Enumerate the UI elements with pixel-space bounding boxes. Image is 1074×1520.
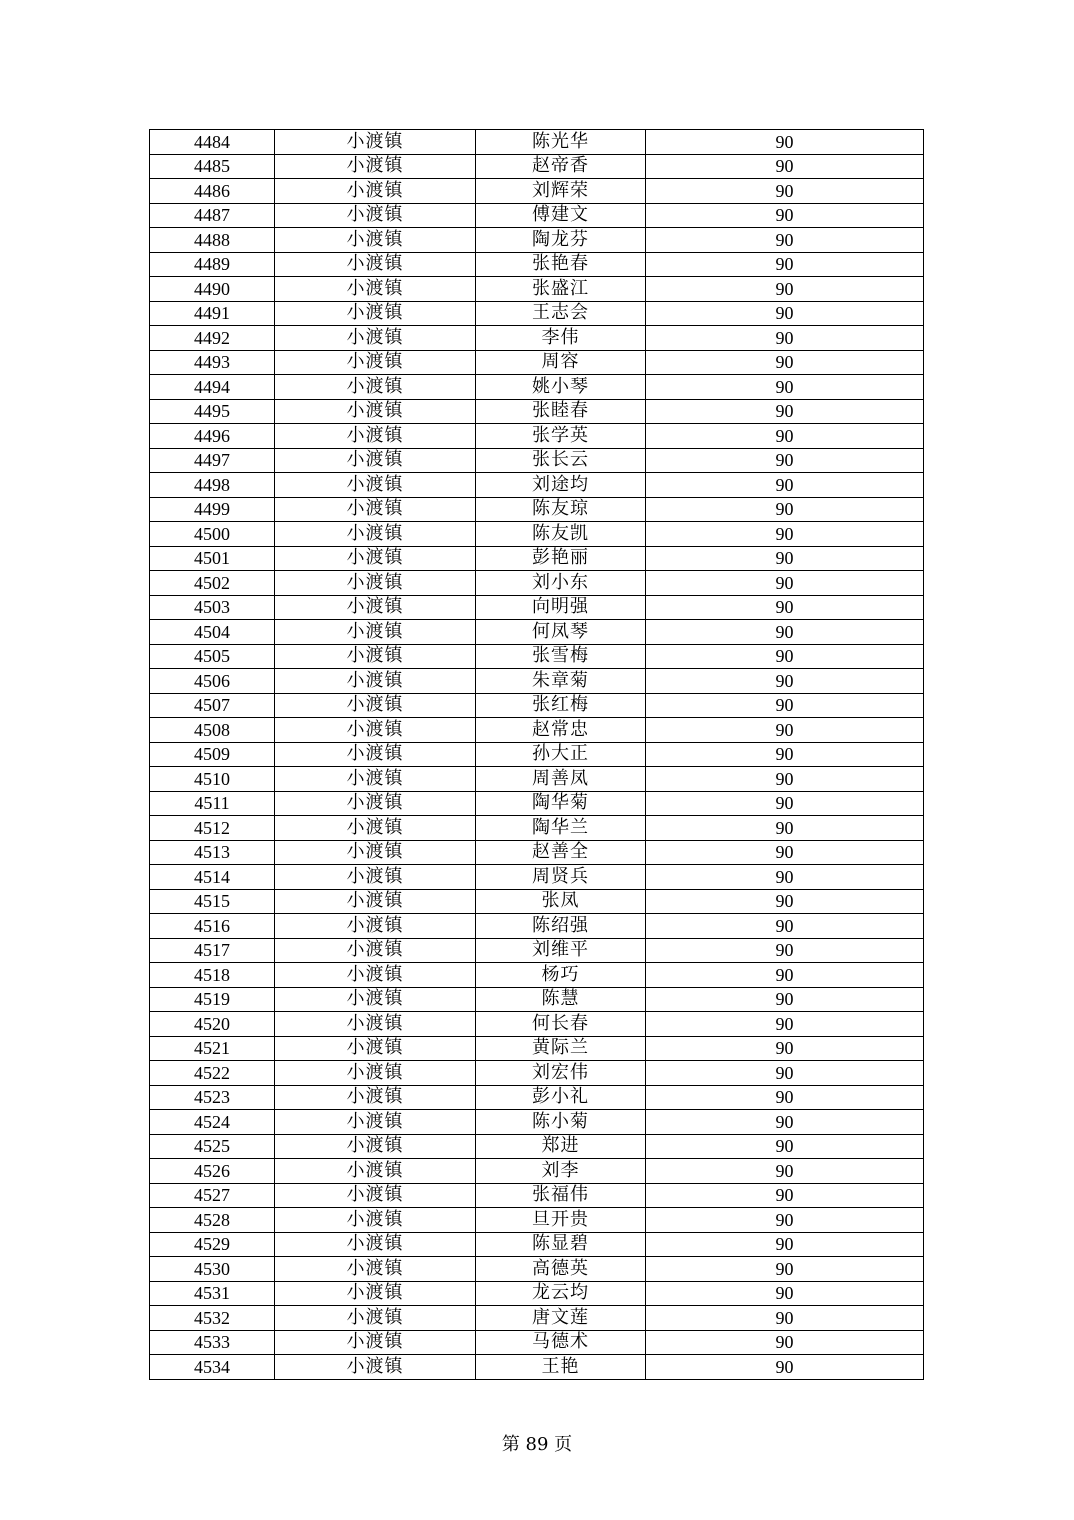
serial-number-cell: 4532 [150,1306,275,1331]
name-cell: 彭艳丽 [476,546,646,571]
town-cell: 小渡镇 [275,767,476,792]
score-cell: 90 [646,987,924,1012]
table-row [150,595,924,620]
score-cell: 90 [646,571,924,596]
town-cell: 小渡镇 [275,1330,476,1355]
serial-number-cell: 4508 [150,718,275,743]
score-cell: 90 [646,1183,924,1208]
roster-table-body [150,130,924,1380]
score-cell: 90 [646,1036,924,1061]
score-cell: 90 [646,938,924,963]
score-cell: 90 [646,1134,924,1159]
score-cell: 90 [646,889,924,914]
table-row [150,938,924,963]
town-cell: 小渡镇 [275,203,476,228]
score-cell: 90 [646,742,924,767]
name-cell: 刘小东 [476,571,646,596]
name-cell: 黄际兰 [476,1036,646,1061]
serial-number-cell: 4490 [150,277,275,302]
score-cell: 90 [646,497,924,522]
table-row [150,203,924,228]
table-row [150,767,924,792]
town-cell: 小渡镇 [275,1208,476,1233]
table-row [150,742,924,767]
name-cell: 陈友凯 [476,522,646,547]
name-cell: 陶龙芬 [476,228,646,253]
score-cell: 90 [646,767,924,792]
name-cell: 赵常忠 [476,718,646,743]
score-cell: 90 [646,130,924,155]
name-cell: 龙云均 [476,1281,646,1306]
name-cell: 郑进 [476,1134,646,1159]
table-row [150,546,924,571]
serial-number-cell: 4484 [150,130,275,155]
table-row [150,1134,924,1159]
town-cell: 小渡镇 [275,644,476,669]
score-cell: 90 [646,473,924,498]
score-cell: 90 [646,179,924,204]
serial-number-cell: 4501 [150,546,275,571]
serial-number-cell: 4513 [150,840,275,865]
score-cell: 90 [646,1232,924,1257]
serial-number-cell: 4499 [150,497,275,522]
serial-number-cell: 4524 [150,1110,275,1135]
name-cell: 孙大正 [476,742,646,767]
name-cell: 姚小琴 [476,375,646,400]
serial-number-cell: 4517 [150,938,275,963]
table-row [150,399,924,424]
table-row [150,1281,924,1306]
serial-number-cell: 4498 [150,473,275,498]
table-row [150,1330,924,1355]
table-row [150,252,924,277]
name-cell: 陈光华 [476,130,646,155]
serial-number-cell: 4521 [150,1036,275,1061]
name-cell: 陈显碧 [476,1232,646,1257]
serial-number-cell: 4502 [150,571,275,596]
score-cell: 90 [646,424,924,449]
town-cell: 小渡镇 [275,718,476,743]
serial-number-cell: 4531 [150,1281,275,1306]
score-cell: 90 [646,693,924,718]
score-cell: 90 [646,154,924,179]
serial-number-cell: 4519 [150,987,275,1012]
town-cell: 小渡镇 [275,987,476,1012]
name-cell: 张艳春 [476,252,646,277]
table-row [150,179,924,204]
town-cell: 小渡镇 [275,865,476,890]
serial-number-cell: 4497 [150,448,275,473]
roster-table [149,129,924,1380]
table-row [150,1208,924,1233]
score-cell: 90 [646,620,924,645]
table-row [150,448,924,473]
town-cell: 小渡镇 [275,228,476,253]
serial-number-cell: 4516 [150,914,275,939]
name-cell: 刘李 [476,1159,646,1184]
score-cell: 90 [646,1257,924,1282]
score-cell: 90 [646,399,924,424]
table-row [150,1085,924,1110]
score-cell: 90 [646,816,924,841]
score-cell: 90 [646,375,924,400]
town-cell: 小渡镇 [275,914,476,939]
table-row [150,154,924,179]
table-row [150,1061,924,1086]
name-cell: 赵帝香 [476,154,646,179]
town-cell: 小渡镇 [275,1085,476,1110]
name-cell: 张睦春 [476,399,646,424]
name-cell: 周善凤 [476,767,646,792]
name-cell: 朱章菊 [476,669,646,694]
name-cell: 周贤兵 [476,865,646,890]
table-row [150,669,924,694]
name-cell: 陈绍强 [476,914,646,939]
score-cell: 90 [646,1012,924,1037]
town-cell: 小渡镇 [275,448,476,473]
score-cell: 90 [646,914,924,939]
serial-number-cell: 4504 [150,620,275,645]
serial-number-cell: 4510 [150,767,275,792]
name-cell: 旦开贵 [476,1208,646,1233]
table-row [150,1306,924,1331]
table-row [150,424,924,449]
town-cell: 小渡镇 [275,1183,476,1208]
table-row [150,644,924,669]
score-cell: 90 [646,1330,924,1355]
town-cell: 小渡镇 [275,742,476,767]
score-cell: 90 [646,228,924,253]
name-cell: 马德术 [476,1330,646,1355]
table-row [150,791,924,816]
score-cell: 90 [646,840,924,865]
town-cell: 小渡镇 [275,522,476,547]
town-cell: 小渡镇 [275,1355,476,1380]
table-row [150,987,924,1012]
town-cell: 小渡镇 [275,1281,476,1306]
serial-number-cell: 4518 [150,963,275,988]
score-cell: 90 [646,1110,924,1135]
town-cell: 小渡镇 [275,620,476,645]
name-cell: 张长云 [476,448,646,473]
serial-number-cell: 4500 [150,522,275,547]
town-cell: 小渡镇 [275,546,476,571]
table-row [150,228,924,253]
serial-number-cell: 4486 [150,179,275,204]
town-cell: 小渡镇 [275,179,476,204]
serial-number-cell: 4529 [150,1232,275,1257]
town-cell: 小渡镇 [275,1036,476,1061]
name-cell: 陈慧 [476,987,646,1012]
serial-number-cell: 4520 [150,1012,275,1037]
town-cell: 小渡镇 [275,473,476,498]
roster-table-container [149,129,924,1380]
page-number: 第 89 页 [501,1434,573,1455]
serial-number-cell: 4489 [150,252,275,277]
table-row [150,522,924,547]
score-cell: 90 [646,595,924,620]
serial-number-cell: 4511 [150,791,275,816]
town-cell: 小渡镇 [275,301,476,326]
name-cell: 高德英 [476,1257,646,1282]
name-cell: 陈友琼 [476,497,646,522]
town-cell: 小渡镇 [275,1306,476,1331]
serial-number-cell: 4526 [150,1159,275,1184]
serial-number-cell: 4487 [150,203,275,228]
table-row [150,620,924,645]
score-cell: 90 [646,350,924,375]
score-cell: 90 [646,277,924,302]
table-row [150,571,924,596]
score-cell: 90 [646,301,924,326]
name-cell: 张盛江 [476,277,646,302]
table-row [150,1232,924,1257]
name-cell: 何凤琴 [476,620,646,645]
score-cell: 90 [646,326,924,351]
table-row [150,130,924,155]
town-cell: 小渡镇 [275,791,476,816]
table-row [150,1355,924,1380]
name-cell: 刘辉荣 [476,179,646,204]
name-cell: 王志会 [476,301,646,326]
serial-number-cell: 4509 [150,742,275,767]
name-cell: 周容 [476,350,646,375]
name-cell: 杨巧 [476,963,646,988]
town-cell: 小渡镇 [275,669,476,694]
town-cell: 小渡镇 [275,571,476,596]
town-cell: 小渡镇 [275,595,476,620]
name-cell: 何长春 [476,1012,646,1037]
town-cell: 小渡镇 [275,1232,476,1257]
score-cell: 90 [646,522,924,547]
town-cell: 小渡镇 [275,154,476,179]
town-cell: 小渡镇 [275,1110,476,1135]
table-row [150,473,924,498]
score-cell: 90 [646,1061,924,1086]
score-cell: 90 [646,1159,924,1184]
name-cell: 唐文莲 [476,1306,646,1331]
serial-number-cell: 4533 [150,1330,275,1355]
serial-number-cell: 4485 [150,154,275,179]
name-cell: 李伟 [476,326,646,351]
town-cell: 小渡镇 [275,816,476,841]
town-cell: 小渡镇 [275,1061,476,1086]
name-cell: 张凤 [476,889,646,914]
name-cell: 赵善全 [476,840,646,865]
name-cell: 傅建文 [476,203,646,228]
table-row [150,718,924,743]
town-cell: 小渡镇 [275,1159,476,1184]
table-row [150,865,924,890]
name-cell: 王艳 [476,1355,646,1380]
table-row [150,350,924,375]
town-cell: 小渡镇 [275,375,476,400]
serial-number-cell: 4525 [150,1134,275,1159]
score-cell: 90 [646,669,924,694]
score-cell: 90 [646,963,924,988]
name-cell: 陶华兰 [476,816,646,841]
score-cell: 90 [646,252,924,277]
serial-number-cell: 4493 [150,350,275,375]
town-cell: 小渡镇 [275,130,476,155]
name-cell: 陈小菊 [476,1110,646,1135]
town-cell: 小渡镇 [275,252,476,277]
name-cell: 向明强 [476,595,646,620]
serial-number-cell: 4515 [150,889,275,914]
town-cell: 小渡镇 [275,350,476,375]
table-row [150,1110,924,1135]
serial-number-cell: 4512 [150,816,275,841]
name-cell: 刘维平 [476,938,646,963]
score-cell: 90 [646,1085,924,1110]
serial-number-cell: 4491 [150,301,275,326]
serial-number-cell: 4534 [150,1355,275,1380]
serial-number-cell: 4503 [150,595,275,620]
town-cell: 小渡镇 [275,497,476,522]
score-cell: 90 [646,1281,924,1306]
serial-number-cell: 4496 [150,424,275,449]
table-row [150,963,924,988]
name-cell: 刘途均 [476,473,646,498]
name-cell: 张学英 [476,424,646,449]
name-cell: 彭小礼 [476,1085,646,1110]
table-row [150,375,924,400]
serial-number-cell: 4492 [150,326,275,351]
town-cell: 小渡镇 [275,1134,476,1159]
serial-number-cell: 4505 [150,644,275,669]
serial-number-cell: 4507 [150,693,275,718]
score-cell: 90 [646,546,924,571]
table-row [150,840,924,865]
score-cell: 90 [646,203,924,228]
table-row [150,497,924,522]
serial-number-cell: 4527 [150,1183,275,1208]
town-cell: 小渡镇 [275,326,476,351]
table-row [150,1012,924,1037]
table-row [150,1257,924,1282]
score-cell: 90 [646,865,924,890]
serial-number-cell: 4494 [150,375,275,400]
town-cell: 小渡镇 [275,840,476,865]
name-cell: 刘宏伟 [476,1061,646,1086]
serial-number-cell: 4514 [150,865,275,890]
town-cell: 小渡镇 [275,1257,476,1282]
town-cell: 小渡镇 [275,963,476,988]
town-cell: 小渡镇 [275,693,476,718]
town-cell: 小渡镇 [275,1012,476,1037]
score-cell: 90 [646,644,924,669]
table-row [150,1036,924,1061]
serial-number-cell: 4488 [150,228,275,253]
name-cell: 张雪梅 [476,644,646,669]
score-cell: 90 [646,791,924,816]
town-cell: 小渡镇 [275,277,476,302]
town-cell: 小渡镇 [275,399,476,424]
table-row [150,816,924,841]
table-row [150,914,924,939]
table-row [150,301,924,326]
serial-number-cell: 4506 [150,669,275,694]
table-row [150,1183,924,1208]
serial-number-cell: 4522 [150,1061,275,1086]
table-row [150,277,924,302]
table-row [150,889,924,914]
name-cell: 陶华菊 [476,791,646,816]
score-cell: 90 [646,1208,924,1233]
score-cell: 90 [646,448,924,473]
score-cell: 90 [646,1355,924,1380]
town-cell: 小渡镇 [275,889,476,914]
serial-number-cell: 4495 [150,399,275,424]
name-cell: 张福伟 [476,1183,646,1208]
score-cell: 90 [646,1306,924,1331]
serial-number-cell: 4523 [150,1085,275,1110]
serial-number-cell: 4528 [150,1208,275,1233]
town-cell: 小渡镇 [275,424,476,449]
table-row [150,693,924,718]
table-row [150,326,924,351]
score-cell: 90 [646,718,924,743]
town-cell: 小渡镇 [275,938,476,963]
name-cell: 张红梅 [476,693,646,718]
table-row [150,1159,924,1184]
serial-number-cell: 4530 [150,1257,275,1282]
